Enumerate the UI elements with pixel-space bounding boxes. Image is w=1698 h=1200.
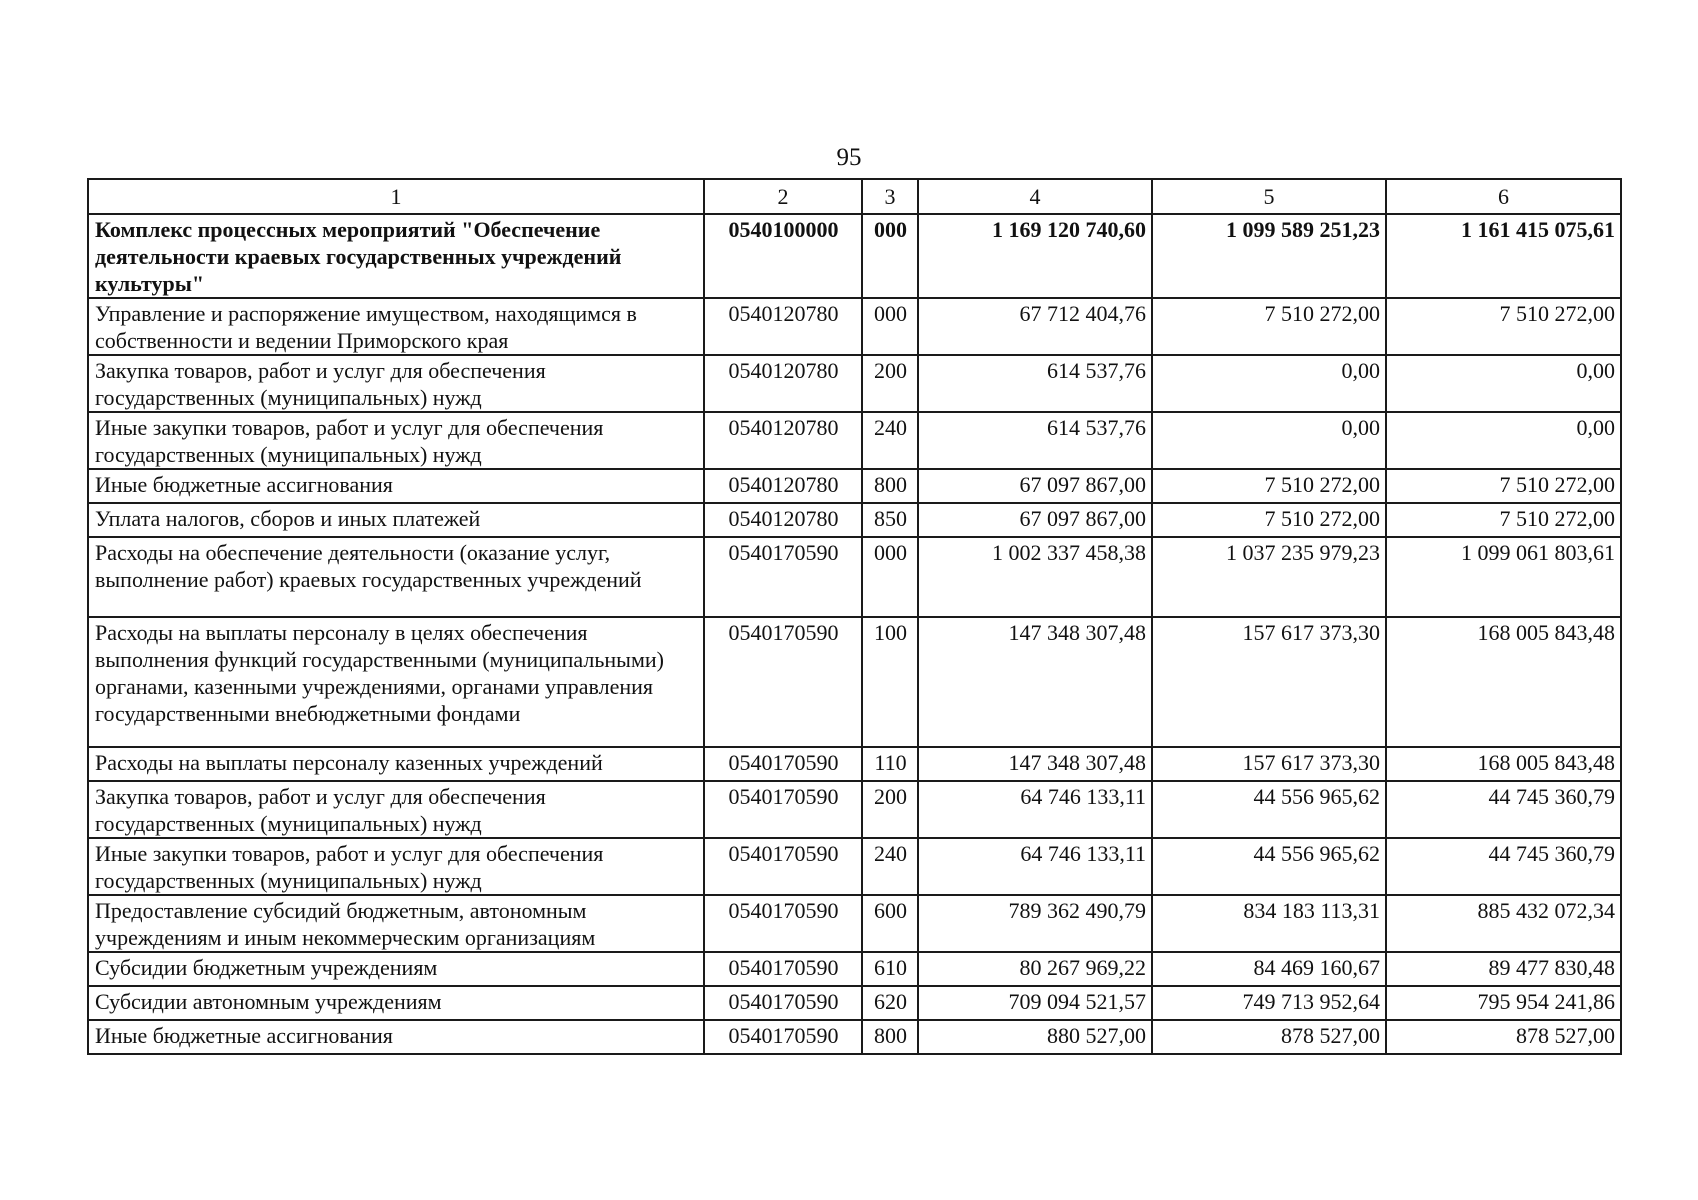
table-row bbox=[88, 469, 1621, 503]
row-expense-kind-cell: 200 bbox=[862, 781, 918, 838]
row-name-cell: Субсидии бюджетным учреждениям bbox=[88, 952, 704, 986]
row-amount-3-cell: 7 510 272,00 bbox=[1386, 469, 1621, 503]
row-amount-3-cell: 0,00 bbox=[1386, 355, 1621, 412]
row-amount-2-cell: 834 183 113,31 bbox=[1152, 895, 1386, 952]
row-expense-kind-cell: 240 bbox=[862, 838, 918, 895]
row-amount-1-cell: 80 267 969,22 bbox=[918, 952, 1152, 986]
row-amount-2-cell: 157 617 373,30 bbox=[1152, 747, 1386, 781]
row-amount-3-cell: 795 954 241,86 bbox=[1386, 986, 1621, 1020]
row-name-cell: Закупка товаров, работ и услуг для обеспечения государственных (муниципальных) нужд bbox=[88, 355, 704, 412]
row-target-code-cell: 0540120780 bbox=[704, 469, 862, 503]
row-target-code-cell: 0540170590 bbox=[704, 747, 862, 781]
row-target-code-cell: 0540170590 bbox=[704, 895, 862, 952]
row-expense-kind-cell: 600 bbox=[862, 895, 918, 952]
row-name-cell: Закупка товаров, работ и услуг для обеспечения государственных (муниципальных) нужд bbox=[88, 781, 704, 838]
row-name-cell: Иные бюджетные ассигнования bbox=[88, 469, 704, 503]
budget-table bbox=[87, 178, 1622, 1055]
table-row bbox=[88, 895, 1621, 952]
row-name-cell: Предоставление субсидий бюджетным, автономным учреждениям и иным некоммерческим организациям bbox=[88, 895, 704, 952]
row-amount-2-cell: 7 510 272,00 bbox=[1152, 469, 1386, 503]
row-amount-3-cell: 44 745 360,79 bbox=[1386, 781, 1621, 838]
row-name-cell: Иные бюджетные ассигнования bbox=[88, 1020, 704, 1054]
row-amount-1-cell: 1 002 337 458,38 bbox=[918, 537, 1152, 617]
row-name-cell: Комплекс процессных мероприятий "Обеспечение деятельности краевых государственных учреждений культуры" bbox=[88, 214, 704, 298]
column-header-amount-2: 5 bbox=[1152, 179, 1386, 214]
table-row bbox=[88, 355, 1621, 412]
table-row bbox=[88, 986, 1621, 1020]
row-target-code-cell: 0540120780 bbox=[704, 503, 862, 537]
row-expense-kind-cell: 240 bbox=[862, 412, 918, 469]
row-amount-2-cell: 7 510 272,00 bbox=[1152, 503, 1386, 537]
row-amount-1-cell: 789 362 490,79 bbox=[918, 895, 1152, 952]
row-amount-2-cell: 0,00 bbox=[1152, 355, 1386, 412]
table-row bbox=[88, 781, 1621, 838]
column-header-name: 1 bbox=[88, 179, 704, 214]
row-expense-kind-cell: 000 bbox=[862, 298, 918, 355]
row-name-cell: Уплата налогов, сборов и иных платежей bbox=[88, 503, 704, 537]
row-expense-kind-cell: 000 bbox=[862, 214, 918, 298]
row-amount-2-cell: 0,00 bbox=[1152, 412, 1386, 469]
column-header-amount-3: 6 bbox=[1386, 179, 1621, 214]
row-expense-kind-cell: 850 bbox=[862, 503, 918, 537]
row-amount-3-cell: 878 527,00 bbox=[1386, 1020, 1621, 1054]
row-amount-3-cell: 44 745 360,79 bbox=[1386, 838, 1621, 895]
row-amount-2-cell: 878 527,00 bbox=[1152, 1020, 1386, 1054]
row-target-code-cell: 0540170590 bbox=[704, 838, 862, 895]
row-expense-kind-cell: 610 bbox=[862, 952, 918, 986]
row-amount-2-cell: 84 469 160,67 bbox=[1152, 952, 1386, 986]
row-amount-1-cell: 147 348 307,48 bbox=[918, 617, 1152, 747]
row-amount-3-cell: 168 005 843,48 bbox=[1386, 617, 1621, 747]
row-amount-2-cell: 44 556 965,62 bbox=[1152, 781, 1386, 838]
row-name-cell: Расходы на выплаты персоналу в целях обеспечения выполнения функций государственными (муниципальными) органами, казенными учреждениями, органами управления государственными внебюджетными фондами bbox=[88, 617, 704, 747]
row-amount-3-cell: 7 510 272,00 bbox=[1386, 503, 1621, 537]
table-row bbox=[88, 412, 1621, 469]
row-amount-2-cell: 749 713 952,64 bbox=[1152, 986, 1386, 1020]
row-amount-3-cell: 0,00 bbox=[1386, 412, 1621, 469]
row-target-code-cell: 0540170590 bbox=[704, 781, 862, 838]
row-name-cell: Иные закупки товаров, работ и услуг для обеспечения государственных (муниципальных) нужд bbox=[88, 412, 704, 469]
table-row bbox=[88, 952, 1621, 986]
row-target-code-cell: 0540100000 bbox=[704, 214, 862, 298]
table-row bbox=[88, 838, 1621, 895]
row-target-code-cell: 0540120780 bbox=[704, 355, 862, 412]
row-target-code-cell: 0540170590 bbox=[704, 952, 862, 986]
row-expense-kind-cell: 800 bbox=[862, 469, 918, 503]
row-target-code-cell: 0540170590 bbox=[704, 617, 862, 747]
table-row bbox=[88, 1020, 1621, 1054]
row-amount-3-cell: 885 432 072,34 bbox=[1386, 895, 1621, 952]
column-header-amount-1: 4 bbox=[918, 179, 1152, 214]
table-row bbox=[88, 214, 1621, 298]
row-name-cell: Управление и распоряжение имуществом, находящимся в собственности и ведении Приморского края bbox=[88, 298, 704, 355]
row-expense-kind-cell: 110 bbox=[862, 747, 918, 781]
row-amount-1-cell: 614 537,76 bbox=[918, 412, 1152, 469]
row-amount-1-cell: 64 746 133,11 bbox=[918, 838, 1152, 895]
row-target-code-cell: 0540170590 bbox=[704, 986, 862, 1020]
row-amount-2-cell: 1 099 589 251,23 bbox=[1152, 214, 1386, 298]
row-amount-1-cell: 709 094 521,57 bbox=[918, 986, 1152, 1020]
row-amount-1-cell: 67 712 404,76 bbox=[918, 298, 1152, 355]
row-amount-1-cell: 67 097 867,00 bbox=[918, 469, 1152, 503]
row-amount-3-cell: 89 477 830,48 bbox=[1386, 952, 1621, 986]
page-number: 95 bbox=[836, 144, 862, 171]
row-amount-3-cell: 7 510 272,00 bbox=[1386, 298, 1621, 355]
row-amount-2-cell: 1 037 235 979,23 bbox=[1152, 537, 1386, 617]
row-expense-kind-cell: 800 bbox=[862, 1020, 918, 1054]
row-name-cell: Иные закупки товаров, работ и услуг для обеспечения государственных (муниципальных) нужд bbox=[88, 838, 704, 895]
column-header-expense-kind: 3 bbox=[862, 179, 918, 214]
row-amount-2-cell: 157 617 373,30 bbox=[1152, 617, 1386, 747]
row-amount-1-cell: 64 746 133,11 bbox=[918, 781, 1152, 838]
row-target-code-cell: 0540170590 bbox=[704, 1020, 862, 1054]
row-expense-kind-cell: 000 bbox=[862, 537, 918, 617]
column-header-target-code: 2 bbox=[704, 179, 862, 214]
row-amount-1-cell: 880 527,00 bbox=[918, 1020, 1152, 1054]
row-name-cell: Субсидии автономным учреждениям bbox=[88, 986, 704, 1020]
row-target-code-cell: 0540120780 bbox=[704, 412, 862, 469]
row-expense-kind-cell: 620 bbox=[862, 986, 918, 1020]
table-body bbox=[88, 214, 1621, 1054]
header-row bbox=[88, 179, 1621, 214]
row-name-cell: Расходы на обеспечение деятельности (оказание услуг, выполнение работ) краевых государственных учреждений bbox=[88, 537, 704, 617]
row-amount-3-cell: 1 161 415 075,61 bbox=[1386, 214, 1621, 298]
row-target-code-cell: 0540170590 bbox=[704, 537, 862, 617]
table-row bbox=[88, 617, 1621, 747]
table-row bbox=[88, 298, 1621, 355]
table-row bbox=[88, 537, 1621, 617]
row-name-cell: Расходы на выплаты персоналу казенных учреждений bbox=[88, 747, 704, 781]
row-expense-kind-cell: 100 bbox=[862, 617, 918, 747]
table-header bbox=[88, 179, 1621, 214]
table-row bbox=[88, 503, 1621, 537]
row-amount-3-cell: 1 099 061 803,61 bbox=[1386, 537, 1621, 617]
row-expense-kind-cell: 200 bbox=[862, 355, 918, 412]
row-amount-3-cell: 168 005 843,48 bbox=[1386, 747, 1621, 781]
row-amount-1-cell: 67 097 867,00 bbox=[918, 503, 1152, 537]
row-amount-1-cell: 147 348 307,48 bbox=[918, 747, 1152, 781]
row-amount-1-cell: 1 169 120 740,60 bbox=[918, 214, 1152, 298]
row-amount-2-cell: 44 556 965,62 bbox=[1152, 838, 1386, 895]
row-amount-1-cell: 614 537,76 bbox=[918, 355, 1152, 412]
row-amount-2-cell: 7 510 272,00 bbox=[1152, 298, 1386, 355]
row-target-code-cell: 0540120780 bbox=[704, 298, 862, 355]
table-row bbox=[88, 747, 1621, 781]
